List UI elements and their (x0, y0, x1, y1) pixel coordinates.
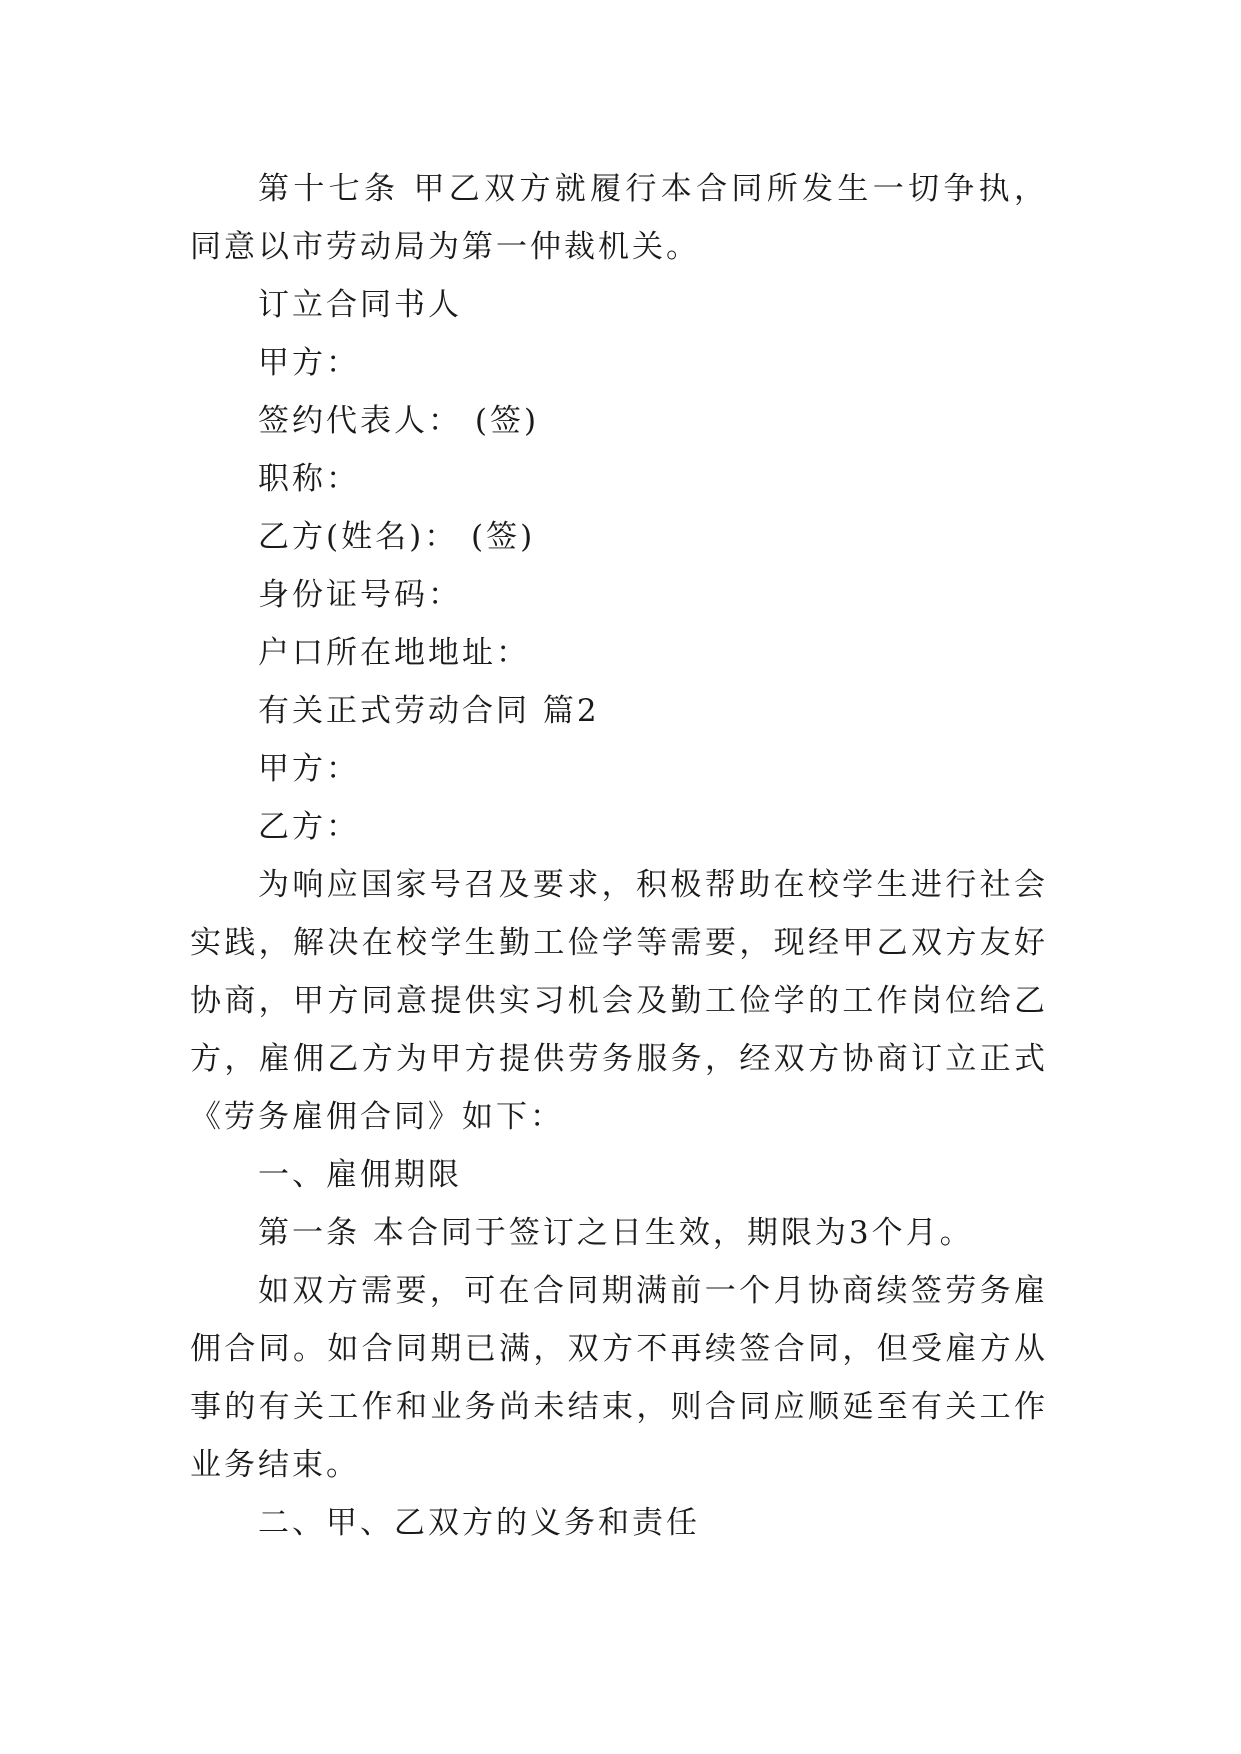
paragraph-party-b-2: 乙方： (258, 809, 360, 845)
paragraph-household-address: 户口所在地地址： (258, 635, 530, 671)
paragraph-article-1: 第一条 本合同于签订之日生效，期限为3个月。 (258, 1215, 974, 1251)
paragraph-id-number: 身份证号码： (258, 577, 462, 613)
paragraph-section-title: 有关正式劳动合同 篇2 (258, 693, 600, 729)
paragraph-party-a-2: 甲方： (258, 751, 360, 787)
paragraph-employment-term-heading: 一、雇佣期限 (258, 1157, 462, 1193)
paragraph-signatories-heading: 订立合同书人 (258, 287, 462, 323)
paragraph-renewal: 如双方需要，可在合同期满前一个月协商续签劳务雇佣合同。如合同期已满，双方不再续签合同，但受雇方从事的有关工作和业务尚未结束，则合同应顺延至有关工作业务结束。 (190, 1273, 1048, 1483)
document-body (190, 160, 1048, 1552)
paragraph-job-title: 职称： (258, 461, 360, 497)
paragraph-signing-representative: 签约代表人： (签) (258, 403, 540, 439)
paragraph-party-a: 甲方： (258, 345, 360, 381)
paragraph-party-b-name: 乙方(姓名)： (签) (258, 519, 536, 555)
paragraph-article-17: 第十七条 甲乙双方就履行本合同所发生一切争执，同意以市劳动局为第一仲裁机关。 (190, 171, 1048, 265)
paragraph-preamble: 为响应国家号召及要求，积极帮助在校学生进行社会实践，解决在校学生勤工俭学等需要，现经甲乙双方友好协商，甲方同意提供实习机会及勤工俭学的工作岗位给乙方，雇佣乙方为甲方提供劳务服务，经双方协商订立正式《劳务雇佣合同》如下： (190, 867, 1048, 1135)
paragraph-obligations-heading: 二、甲、乙双方的义务和责任 (258, 1505, 700, 1541)
